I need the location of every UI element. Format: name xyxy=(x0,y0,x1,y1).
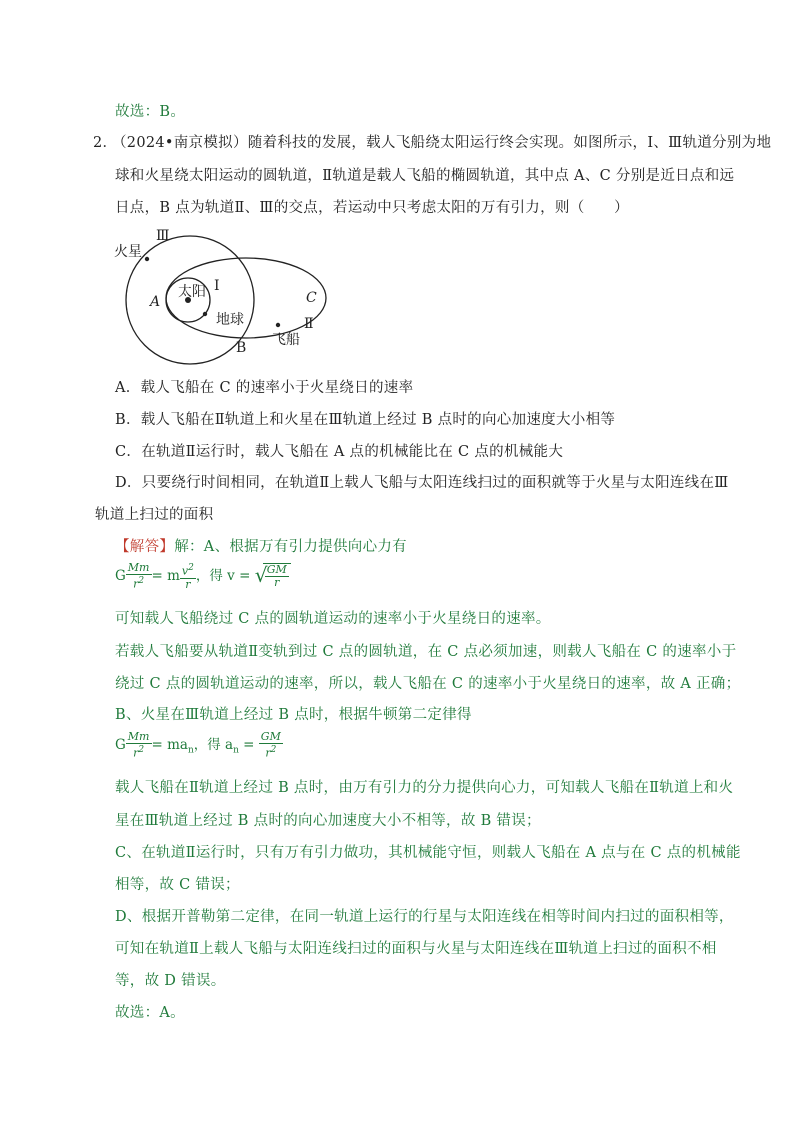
solution-p5-line-2: 相等，故 C 错误； xyxy=(115,877,240,893)
label-A: A xyxy=(150,294,161,310)
label-I: I xyxy=(214,278,220,294)
label-sun: 太阳 xyxy=(178,284,206,300)
label-II: Ⅱ xyxy=(304,316,314,332)
option-B: B．载人飞船在Ⅱ轨道上和火星在Ⅲ轨道上经过 B 点时的向心加速度大小相等 xyxy=(115,412,616,428)
option-D-line-2: 轨道上扫过的面积 xyxy=(95,507,214,523)
option-A: A．载人飞船在 C 的速率小于火星绕日的速率 xyxy=(115,380,414,396)
label-B: B xyxy=(236,340,247,356)
question-stem-line-3: 日点，B 点为轨道Ⅱ、Ⅲ的交点，若运动中只考虑太阳的万有引力，则（ ） xyxy=(115,200,629,216)
solution-p6-line-2: 可知在轨道Ⅱ上载人飞船与太阳连线扫过的面积与火星与太阳连线在Ⅲ轨道上扫过的面积不相 xyxy=(115,941,717,957)
solution-p5-line-1: C、在轨道Ⅱ运行时，只有万有引力做功，其机械能守恒，则载人飞船在 A 点与在 C 点的机械能 xyxy=(115,845,741,861)
ship-dot xyxy=(276,323,280,327)
solution-p6-line-1: D、根据开普勒第二定律，在同一轨道上运行的行星与太阳连线在相等时间内扫过的面积相等， xyxy=(115,909,734,925)
solution-p2-line-2: 绕过 C 点的圆轨道运动的速率，所以，载人飞船在 C 的速率小于火星绕日的速率，故 A 正确； xyxy=(115,676,741,692)
label-C: C xyxy=(306,290,317,306)
label-earth: 地球 xyxy=(216,312,244,328)
label-mars: 火星 xyxy=(114,244,142,260)
formula-2-fraction: $\frac{Mm}{r^2}$ xyxy=(127,730,150,760)
formula-1-velocity-fraction: $\frac{v^2}{r}$ xyxy=(181,563,194,591)
solution-p6-line-3: 等，故 D 错误。 xyxy=(115,973,226,989)
solution-p1: 可知载人飞船绕过 C 点的圆轨道运动的速率小于火星绕日的速率。 xyxy=(115,611,551,627)
previous-answer: 故选：B。 xyxy=(115,104,186,120)
formula-1-fraction: $\frac{Mm}{r^2}$ xyxy=(127,561,150,591)
solution-p3: B、火星在Ⅲ轨道上经过 B 点时，根据牛顿第二定律得 xyxy=(115,707,472,723)
formula-2-result-fraction: $\frac{GM}{r^2}$ xyxy=(260,730,281,760)
earth-dot xyxy=(203,312,207,316)
question-number: 2． xyxy=(93,135,118,151)
question-stem-line-1: （2024•南京模拟）随着科技的发展，载人飞船绕太阳运行终会实现。如图所示，Ⅰ、Ⅲ轨道分别为地 xyxy=(112,135,772,151)
mars-dot xyxy=(145,257,149,261)
formula-2: G $\frac{Mm}{r^2}$ = $ma_n$，得 $a_n$ = $\frac{GM}{r^2}$ xyxy=(115,730,281,760)
solution-p4-line-2: 星在Ⅲ轨道上经过 B 点时的向心加速度大小不相等，故 B 错误； xyxy=(115,813,541,829)
label-III: Ⅲ xyxy=(156,228,170,244)
formula-1: G $\frac{Mm}{r^2}$ = m $\frac{v^2}{r}$ ，得 v = √ $\frac{GM}{r}$ xyxy=(115,562,291,591)
solution-intro: 解：A、根据万有引力提供向心力有 xyxy=(174,539,407,555)
solution-tag: 【解答】 xyxy=(115,539,175,555)
label-ship: 飞船 xyxy=(272,332,300,348)
solution-p2-line-1: 若载人飞船要从轨道Ⅱ变轨到过 C 点的圆轨道，在 C 点必须加速，则载人飞船在 C 的速率小于 xyxy=(115,644,737,660)
final-answer: 故选：A。 xyxy=(115,1005,185,1021)
orbit-diagram xyxy=(110,228,340,356)
solution-intro-line xyxy=(115,537,407,557)
option-C: C．在轨道Ⅱ运行时，载人飞船在 A 点的机械能比在 C 点的机械能大 xyxy=(115,444,564,460)
question-stem-line-2: 球和火星绕太阳运动的圆轨道，Ⅱ轨道是载人飞船的椭圆轨道，其中点 A、C 分别是近日点和远 xyxy=(115,168,735,184)
formula-1-sqrt: √ $\frac{GM}{r}$ xyxy=(255,563,291,589)
solution-p4-line-1: 载人飞船在Ⅱ轨道上经过 B 点时，由万有引力的分力提供向心力，可知载人飞船在Ⅱ轨道上和火 xyxy=(115,780,734,796)
option-D-line-1: D．只要绕行时间相同，在轨道Ⅱ上载人飞船与太阳连线扫过的面积就等于火星与太阳连线在Ⅲ xyxy=(115,475,729,491)
